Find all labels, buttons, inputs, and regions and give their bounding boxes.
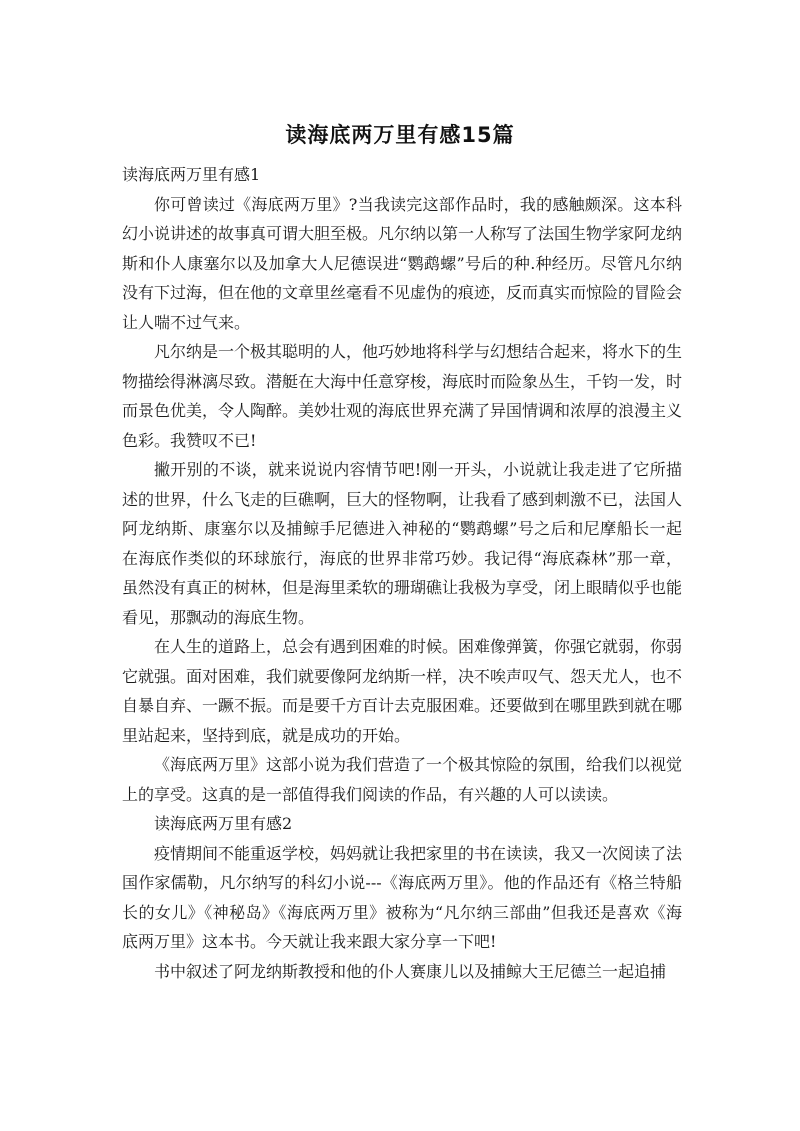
document-body	[122, 160, 682, 986]
paragraph: 书中叙述了阿龙纳斯教授和他的仆人赛康儿以及捕鲸大王尼德兰一起追捕	[154, 961, 667, 981]
paragraph: 凡尔纳是一个极其聪明的人，他巧妙地将科学与幻想结合起来，将水下的生物描绘得淋漓尽致。潜艇在大海中任意穿梭，海底时而险象丛生，千钧一发，时而景色优美，令人陶醉。美妙壮观的海底世界充满了异国情调和浓厚的浪漫主义色彩。我赞叹不已!	[122, 342, 683, 450]
document-title: 读海底两万里有感15篇	[285, 123, 515, 147]
section-heading-1: 读海底两万里有感1	[122, 165, 261, 184]
section-heading-2: 读海底两万里有感2	[154, 814, 293, 833]
paragraph: 撇开别的不谈，就来说说内容情节吧!刚一开头，小说就让我走进了它所描述的世界，什么飞走的巨礁啊，巨大的怪物啊，让我看了感到刺激不已，法国人阿龙纳斯、康塞尔以及捕鲸手尼德进入神秘的“鹦鹉螺”号之后和尼摩船长一起在海底作类似的环球旅行，海底的世界非常巧妙。我记得“海底森林”那一章，虽然没有真正的树林，但是海里柔软的珊瑚礁让我极为享受，闭上眼睛似乎也能看见，那飘动的海底生物。	[122, 460, 683, 627]
paragraph: 疫情期间不能重返学校，妈妈就让我把家里的书在读读，我又一次阅读了法国作家儒勒，凡尔纳写的科幻小说---《海底两万里》。他的作品还有《格兰特船长的女儿》《神秘岛》《海底两万里》被称为“凡尔纳三部曲”但我还是喜欢《海底两万里》这本书。今天就让我来跟大家分享一下吧!	[122, 843, 683, 951]
paragraph: 《海底两万里》这部小说为我们营造了一个极其惊险的氛围，给我们以视觉上的享受。这真的是一部值得我们阅读的作品，有兴趣的人可以读读。	[122, 755, 683, 804]
paragraph: 你可曾读过《海底两万里》?当我读完这部作品时，我的感触颇深。这本科幻小说讲述的故事真可谓大胆至极。凡尔纳以第一人称写了法国生物学家阿龙纳斯和仆人康塞尔以及加拿大人尼德误进“鹦鹉螺”号后的种.种经历。尽管凡尔纳没有下过海，但在他的文章里丝毫看不见虚伪的痕迹，反而真实而惊险的冒险会让人喘不过气来。	[122, 194, 683, 332]
paragraph: 在人生的道路上，总会有遇到困难的时候。困难像弹簧，你强它就弱，你弱它就强。面对困难，我们就要像阿龙纳斯一样，决不唉声叹气、怨天尤人，也不自暴自弃、一蹶不振。而是要千方百计去克服困难。还要做到在哪里跌到就在哪里站起来，坚持到底，就是成功的开始。	[122, 637, 683, 745]
